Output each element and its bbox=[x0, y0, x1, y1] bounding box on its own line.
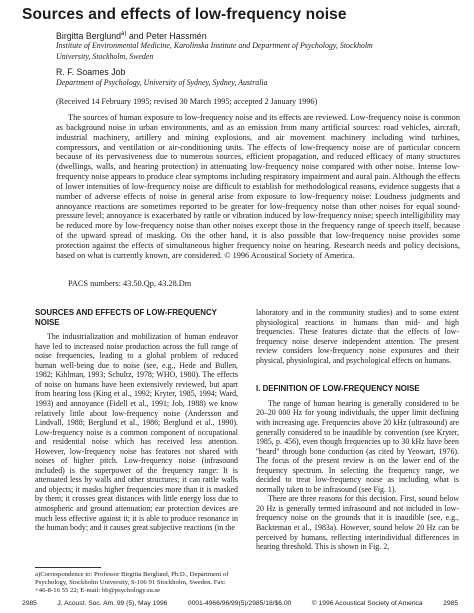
page-footer bbox=[22, 600, 458, 607]
copyright-notice: © 1996 Acoustical Society of America bbox=[311, 600, 423, 607]
author-block bbox=[56, 29, 373, 88]
page-number-left: 2985 bbox=[22, 600, 37, 607]
article-code: 0001-4966/96/99(5)/2985/18/$6.00 bbox=[187, 600, 292, 607]
pacs-numbers: PACS numbers: 43.50.Qp, 43.28.Dm bbox=[68, 279, 192, 288]
correspondence-footnote: a)Correspondence to: Professor Birgitta Berglund, Ph.D., Department of Psychology, Stockholm University, S-106 91 Stockholm, Sweden. Fax: +46-8-16 55 22; E-mail: bb@psychology.su.se bbox=[35, 571, 229, 594]
body-paragraph: The industrialization and mobilization of human endeavor have led to increased noise production across the full range of noise frequencies, leading to a global problem of reduced human well-being due to noise (see, e.g., Hede and Bullen, 1982; Kihlman, 1993; Schultz, 1978; WHO, 1980). The effects of noise on humans have been extensively reviewed, but apart from hearing loss (King et al., 1992; Kryter, 1985, 1994; Ward, 1993) and annoyance (Fidell et al., 1991; Job, 1988) we know relatively little about low-frequency noise (Andersson and Lindvall, 1988; Berglund et al., 1986; Berglund et al., 1990). Low-frequency noise is a common component of occupational and residential noise which has received less attention. However, low-frequency noise has features not shared with noises of higher pitch. Low-frequency noise (infrasound included) is the superpower of the frequency range: It is attenuated less by walls and other structures; it can rattle walls and objects; it masks higher frequencies more than it is masked by them; it crosses great distances with little energy loss due to atmospheric and ground attenuation; ear protection devices are much less effective against it; it is able to produce resonance in the human body; and it causes great subjective reactions (in the bbox=[35, 332, 238, 533]
body-paragraph: laboratory and in the community studies) and to some extent physiological reactions in humans than mid- and high frequencies. These features dictate that the effects of low-frequency noise deserve independent attention. The present review considers low-frequency noise exposures and their physical, physiological, and psychological effects on humans. bbox=[256, 308, 459, 365]
affiliation-2: Department of Psychology, University of Sydney, Sydney, Australia bbox=[56, 77, 268, 87]
authors-line-2: R. F. Soames Job bbox=[56, 67, 126, 78]
body-paragraph: The range of human hearing is generally considered to be 20–20 000 Hz for young individuals, the upper limit declining with increasing age. Frequencies above 20 kHz (ultrasound) are generally considered to be inaudible by convention (see Kryter, 1985, p. 456), even though frequencies up to 30 kHz have been ''heard'' through bone conduction (as cited by Yeowart, 1976). The focus of the present review is on the lower end of the frequency spectrum. In selecting the frequency range, we decided to treat low-frequency noise as including what is normally taken to be infrasound (see Fig. 1). bbox=[256, 398, 459, 494]
left-column bbox=[35, 308, 238, 533]
affiliation-1-line-2: University, Stockholm, Sweden bbox=[56, 51, 154, 61]
authors-line-1 bbox=[56, 29, 373, 41]
body-paragraph: There are three reasons for this decision. First, sound below 20 Hz is generally termed infrasound and not included in low-frequency noise on the grounds that it is inaudible (see, e.g., Backteman et al., 1983a). However, sound below 20 Hz can be perceived by humans, reflecting interindividual differences in hearing threshold. This is shown in Fig. 2, bbox=[256, 494, 459, 552]
section-heading: SOURCES AND EFFECTS OF LOW-FREQUENCY NOISE bbox=[35, 308, 217, 327]
author-name: and Peter Hassmén bbox=[126, 30, 207, 41]
right-column bbox=[256, 308, 459, 552]
received-dates: (Received 14 February 1995; revised 30 March 1995; accepted 2 January 1996) bbox=[56, 97, 318, 106]
affiliation-1-line-1: Institute of Environmental Medicine, Karolinska Institute and Department of Psychology, Stockholm bbox=[56, 41, 373, 51]
journal-citation: J. Acoust. Soc. Am. 99 (5), May 1996 bbox=[57, 600, 168, 607]
page-number-right: 2985 bbox=[443, 600, 458, 607]
footnote-divider bbox=[35, 567, 101, 568]
section-heading: I. DEFINITION OF LOW-FREQUENCY NOISE bbox=[256, 384, 420, 394]
author-name: Birgitta Berglund bbox=[56, 30, 122, 41]
footnote-mark: a) bbox=[121, 31, 127, 37]
abstract: The sources of human exposure to low-frequency noise and its effects are reviewed. Low-frequency noise is common as background noise in urban environments, and as an emission from many artificial sources: road vehicles, aircraft, industrial machinery, artillery and mining explosions, and air movement machinery including wind turbines, compressors, and ventilation or air-conditioning units. The effects of low-frequency noise are of particular concern because of its pervasiveness due to numerous sources, efficient propagation, and reduced efficacy of many structures (dwellings, walls, and hearing protection) in attenuating low-frequency noise compared with other noise. Intense low-frequency noise appears to produce clear symptoms including respiratory impairment and aural pain. Although the effects of lower intensities of low-frequency noise are difficult to establish for methodological reasons, evidence suggests that a number of adverse effects of noise in general arise from exposure to low-frequency noise: Loudness judgments and annoyance reactions are sometimes reported to be greater for low-frequency noise than other noises for equal sound-pressure level; annoyance is exacerbated by rattle or vibration induced by low-frequency noise; speech intelligibility may be reduced more by low-frequency noise than other noises except those in the frequency range of speech itself, because of the upward spread of masking. On the other hand, it is also possible that low-frequency noise provides some protection against the effects of simultaneous higher frequency noise on hearing. Research needs and policy decisions, based on what is currently known, are considered. © 1996 Acoustical Society of America. bbox=[56, 113, 460, 260]
article-title: Sources and effects of low-frequency noise bbox=[22, 6, 347, 23]
